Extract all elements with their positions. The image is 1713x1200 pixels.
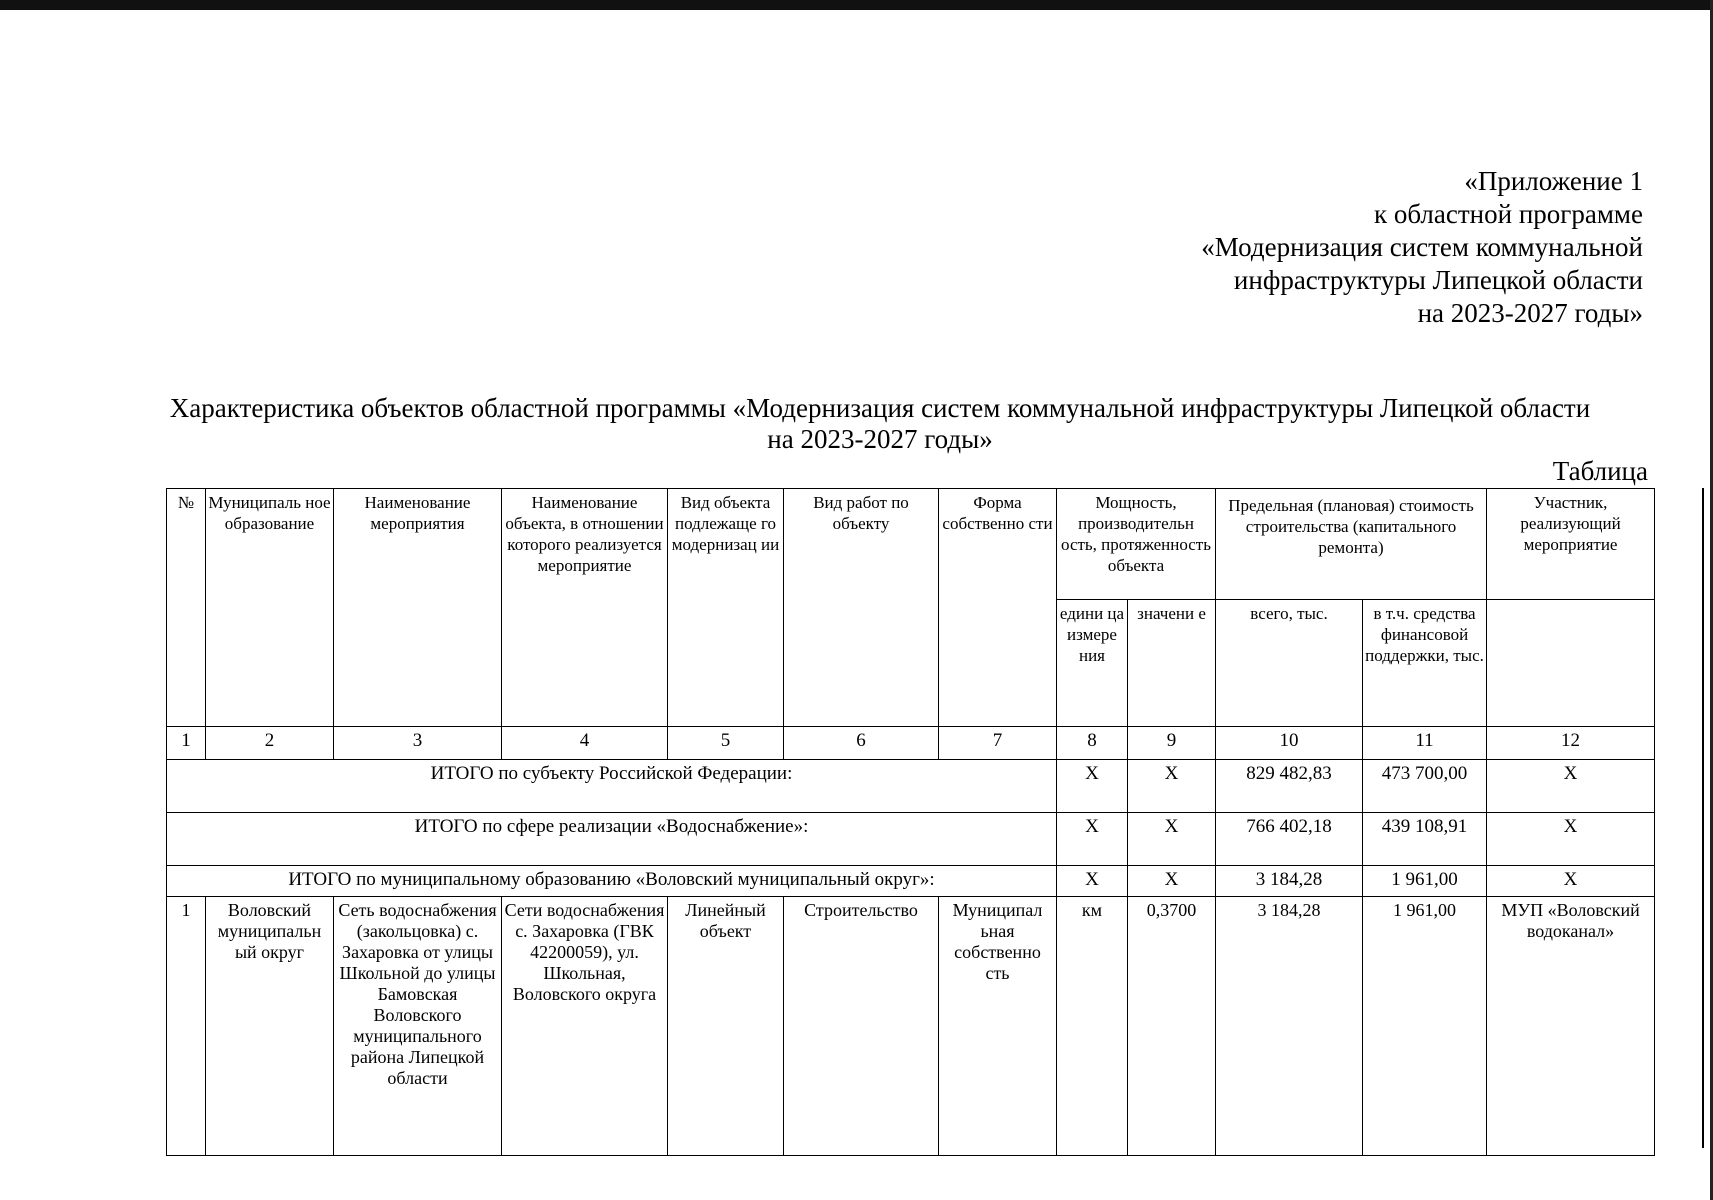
total-label: ИТОГО по муниципальному образованию «Воловский муниципальный округ»: <box>167 866 1057 897</box>
total-value: Х <box>1128 760 1216 813</box>
row-municipality: Воловский муниципальн ый округ <box>206 897 334 1156</box>
appendix-header <box>1201 165 1643 330</box>
row-no: 1 <box>167 897 206 1156</box>
total-cost: 829 482,83 <box>1216 760 1363 813</box>
appendix-line-3: «Модернизация систем коммунальной <box>1201 232 1643 262</box>
table-label: Таблица <box>1552 456 1648 486</box>
total-participant: Х <box>1487 866 1655 897</box>
total-value: Х <box>1128 813 1216 866</box>
column-number: 6 <box>784 727 939 760</box>
column-number: 2 <box>206 727 334 760</box>
total-row-municipality <box>167 866 1655 897</box>
total-cost: 3 184,28 <box>1216 866 1363 897</box>
total-support: 473 700,00 <box>1363 760 1487 813</box>
row-unit: км <box>1057 897 1128 1156</box>
column-number: 1 <box>167 727 206 760</box>
column-number: 8 <box>1057 727 1128 760</box>
title-line-2: на 2023-2027 годы» <box>767 424 993 454</box>
total-value: Х <box>1128 866 1216 897</box>
header-unit: едини ца измере ния <box>1057 600 1128 727</box>
row-object-name: Сети водоснабжения с. Захаровка (ГВК 42200059), ул. Школьная, Воловского округа <box>502 897 668 1156</box>
row-measure: Сеть водоснабжения (закольцовка) с. Захаровка от улицы Школьной до улицы Бамовская Воловского муниципального района Липецкой области <box>334 897 502 1156</box>
table-row <box>167 897 1655 1156</box>
header-work-type: Вид работ по объекту <box>784 489 939 727</box>
column-number: 10 <box>1216 727 1363 760</box>
title-line-1: Характеристика объектов областной программы «Модернизация систем коммунальной инфраструктуры Липецкой области <box>169 393 1591 423</box>
column-number: 7 <box>939 727 1057 760</box>
total-unit: Х <box>1057 760 1128 813</box>
column-numbers-row <box>167 727 1655 760</box>
document-title <box>100 393 1660 455</box>
appendix-line-5: на 2023-2027 годы» <box>1417 298 1643 328</box>
column-number: 4 <box>502 727 668 760</box>
header-capacity: Мощность, производительн ость, протяженность объекта <box>1057 489 1216 600</box>
header-row-1 <box>167 489 1655 600</box>
objects-table <box>166 488 1655 1156</box>
row-cost-total: 3 184,28 <box>1216 897 1363 1156</box>
column-number: 3 <box>334 727 502 760</box>
total-unit: Х <box>1057 813 1128 866</box>
header-no: № <box>167 489 206 727</box>
total-row-region <box>167 760 1655 813</box>
header-cost-support: в т.ч. средства финансовой поддержки, тыс. <box>1363 600 1487 727</box>
header-measure: Наименование мероприятия <box>334 489 502 727</box>
row-cost-support: 1 961,00 <box>1363 897 1487 1156</box>
total-label: ИТОГО по субъекту Российской Федерации: <box>167 760 1057 813</box>
appendix-line-4: инфраструктуры Липецкой области <box>1233 265 1643 295</box>
column-number: 12 <box>1487 727 1655 760</box>
total-cost: 766 402,18 <box>1216 813 1363 866</box>
table-continuation-edge <box>1702 488 1704 1148</box>
header-object-type: Вид объекта подлежаще го модернизац ии <box>668 489 784 727</box>
header-value: значени е <box>1128 600 1216 727</box>
total-unit: Х <box>1057 866 1128 897</box>
row-object-type: Линейный объект <box>668 897 784 1156</box>
row-value: 0,3700 <box>1128 897 1216 1156</box>
header-ownership: Форма собственно сти <box>939 489 1057 727</box>
total-row-water-supply <box>167 813 1655 866</box>
header-cost-total: всего, тыс. <box>1216 600 1363 727</box>
total-support: 439 108,91 <box>1363 813 1487 866</box>
total-label: ИТОГО по сфере реализации «Водоснабжение»: <box>167 813 1057 866</box>
total-participant: Х <box>1487 760 1655 813</box>
header-cost: Предельная (плановая) стоимость строительства (капитального ремонта) <box>1216 489 1487 600</box>
header-municipality: Муниципаль ное образование <box>206 489 334 727</box>
header-object-name: Наименование объекта, в отношении которого реализуется мероприятие <box>502 489 668 727</box>
header-participant-blank <box>1487 600 1655 727</box>
column-number: 11 <box>1363 727 1487 760</box>
appendix-line-1: «Приложение 1 <box>1464 166 1643 196</box>
column-number: 5 <box>668 727 784 760</box>
row-ownership: Муниципал ьная собственно сть <box>939 897 1057 1156</box>
row-work-type: Строительство <box>784 897 939 1156</box>
column-number: 9 <box>1128 727 1216 760</box>
header-participant: Участник, реализующий мероприятие <box>1487 489 1655 600</box>
row-participant: МУП «Воловский водоканал» <box>1487 897 1655 1156</box>
appendix-line-2: к областной программе <box>1374 199 1643 229</box>
total-support: 1 961,00 <box>1363 866 1487 897</box>
total-participant: Х <box>1487 813 1655 866</box>
scan-top-edge <box>0 0 1713 10</box>
